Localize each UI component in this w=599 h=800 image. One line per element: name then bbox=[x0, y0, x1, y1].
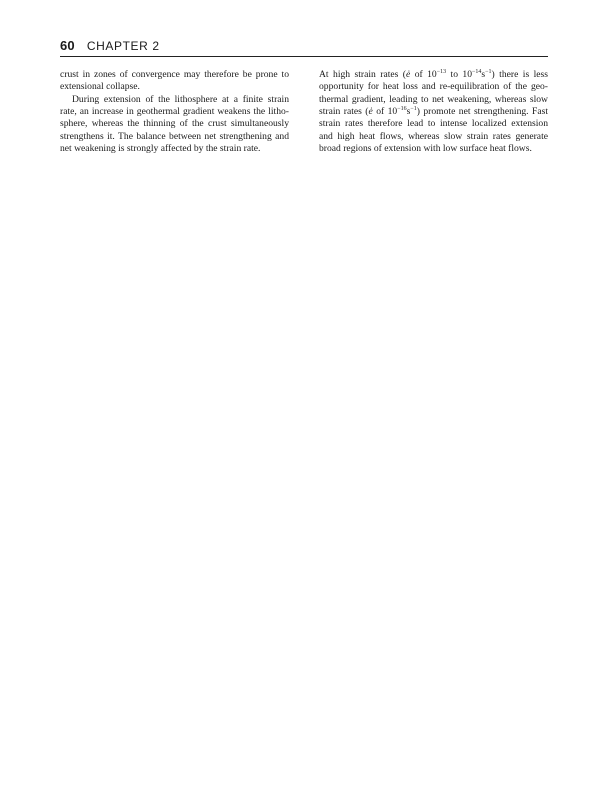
exponent: −16 bbox=[397, 106, 407, 113]
strain-rate-symbol: ė bbox=[406, 69, 411, 80]
text-segment: s bbox=[481, 69, 486, 80]
exponent: −13 bbox=[436, 69, 447, 75]
chapter-label: CHAPTER 2 bbox=[86, 39, 160, 53]
paragraph-extension: During extension of the lithosphere at a finite strain rate, an increase in geothermal gradient weakens the lithosphere, whereas the thinning of the crust simultaneously strengthens it. The balance between net strengthening and net weakening is strongly affected by the strain rate. bbox=[60, 93, 289, 155]
paragraph-strain-rates bbox=[319, 69, 548, 155]
text-segment: to 10 bbox=[446, 69, 473, 80]
text-segment: of 10 bbox=[410, 69, 437, 80]
text-segment: s bbox=[406, 106, 411, 118]
text-segment: ) promote net strengthening. Fast strain rates therefore lead to intense localized extension and high heat flows, whereas slow strain rates generate broad regions of extension with low surface heat flows. bbox=[319, 106, 548, 155]
page-number: 60 bbox=[60, 38, 75, 53]
text-segment: of 10 bbox=[372, 106, 398, 118]
exponent: −1 bbox=[410, 106, 417, 113]
running-head bbox=[60, 38, 548, 54]
right-column bbox=[319, 69, 548, 155]
paragraph-convergence: crust in zones of convergence may therefore be prone to extensional collapse. bbox=[60, 69, 289, 93]
exponent: −14 bbox=[472, 69, 482, 75]
left-column bbox=[60, 69, 289, 155]
exponent: −1 bbox=[485, 69, 492, 75]
strain-rate-symbol: ė bbox=[368, 106, 373, 118]
text-segment: At high strain rates ( bbox=[319, 69, 406, 80]
header-rule bbox=[60, 56, 548, 57]
text-segment: ) there is less opportunity for heat loss and re-equilibration of the geothermal gradient, leading to net weakening, whereas slow strain rates ( bbox=[319, 69, 548, 118]
